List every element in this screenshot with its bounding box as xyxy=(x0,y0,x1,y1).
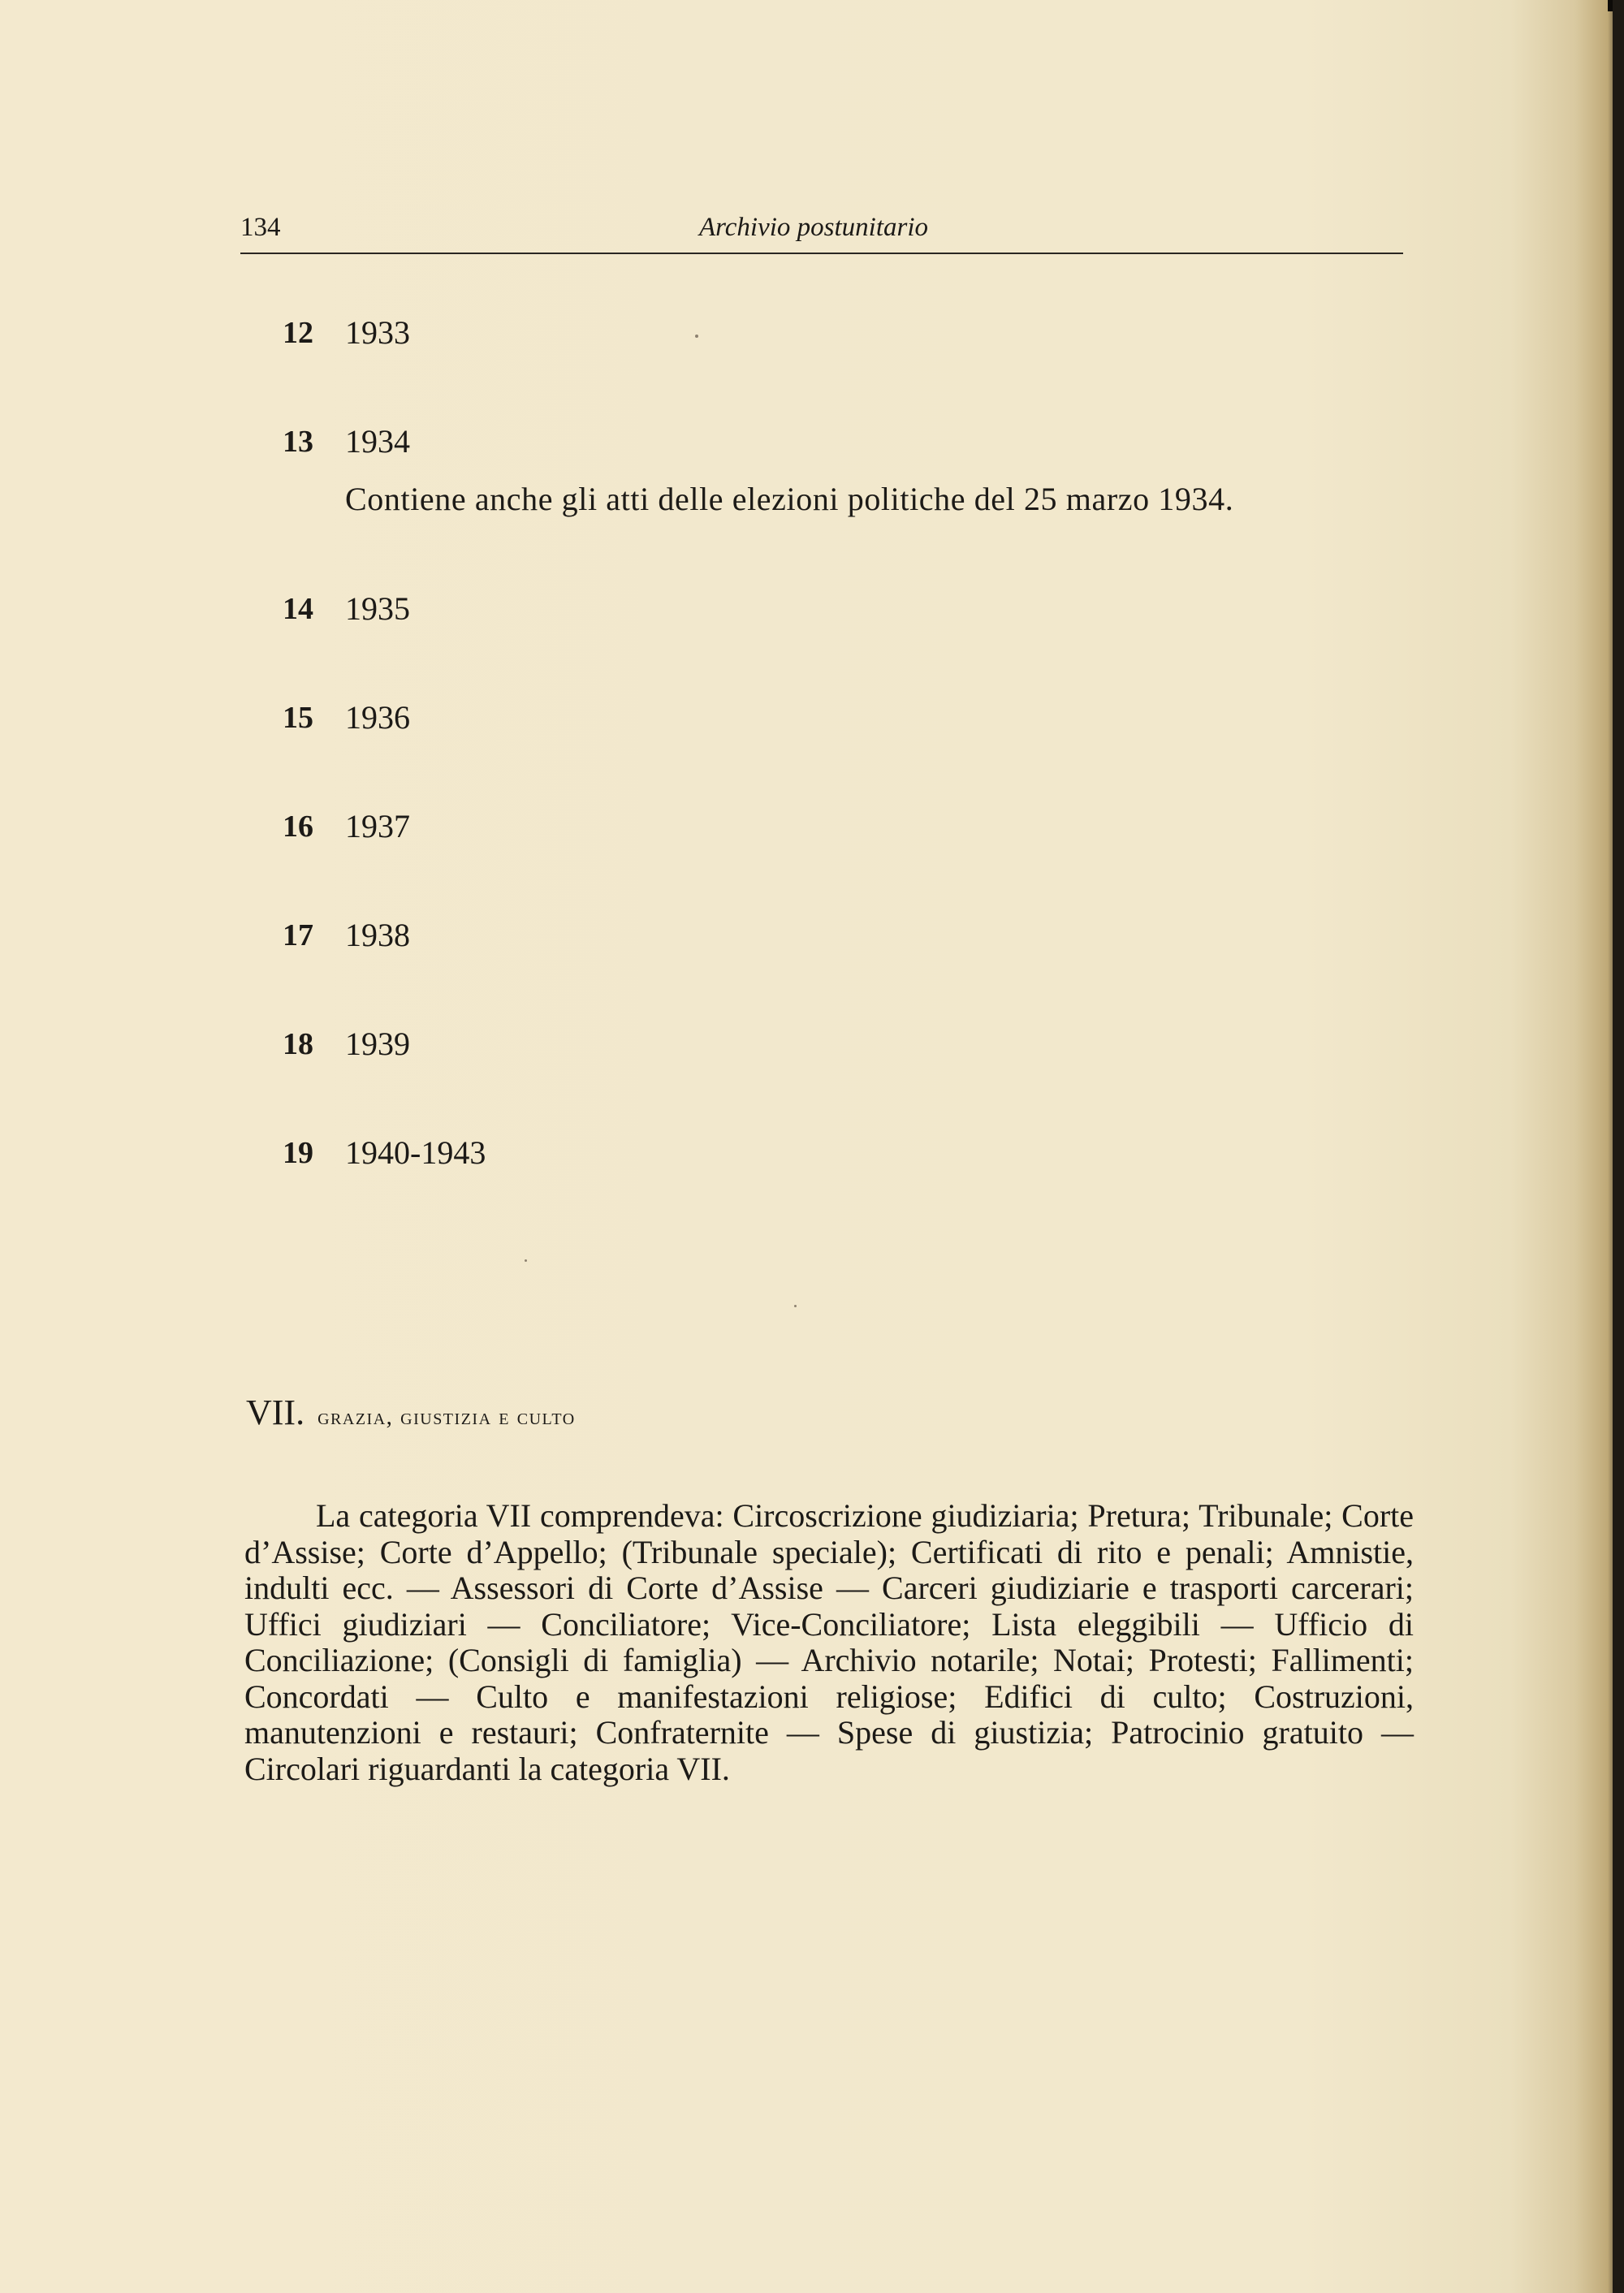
entry-number: 15 xyxy=(283,701,313,735)
entry-number: 18 xyxy=(283,1027,313,1061)
section-heading xyxy=(246,1392,576,1433)
paper-speck xyxy=(525,1259,527,1262)
entry-year: 1938 xyxy=(345,917,410,953)
entry-number: 13 xyxy=(283,425,313,459)
section-roman-numeral: VII. xyxy=(246,1393,305,1432)
entry-number: 19 xyxy=(283,1136,313,1170)
entry-year: 1937 xyxy=(345,808,410,844)
entry-number: 17 xyxy=(283,918,313,952)
entry-year: 1939 xyxy=(345,1026,410,1062)
entry-note: Contiene anche gli atti delle elezioni politiche del 25 marzo 1934. xyxy=(345,481,1234,517)
running-header xyxy=(240,213,1403,253)
header-rule xyxy=(240,253,1403,254)
entry-year: 1933 xyxy=(345,314,410,351)
paper-speck xyxy=(695,335,698,338)
page-number: 134 xyxy=(240,213,281,242)
book-spine-edge xyxy=(1613,0,1624,2293)
entry-year: 1934 xyxy=(345,423,410,460)
paper-speck xyxy=(794,1305,797,1307)
entry-year: 1935 xyxy=(345,590,410,627)
entry-number: 16 xyxy=(283,810,313,844)
section-title: grazia, giustizia e culto xyxy=(317,1404,576,1430)
entry-year: 1936 xyxy=(345,699,410,736)
entry-number: 14 xyxy=(283,592,313,626)
entry-year: 1940-1943 xyxy=(345,1134,486,1171)
running-title: Archivio postunitario xyxy=(699,213,929,242)
section-paragraph: La categoria VII comprendeva: Circoscrizione giudiziaria; Pretura; Tribunale; Corte d’Assise; Corte d’Appello; (Tribunale speciale); Certificati di rito e penali; Amnistie, indulti ecc. — Assessori di Corte d’Assise — Carceri giudiziarie e trasporti carcerari; Uffici giudiziari — Conciliatore; Vice-Conciliatore; Lista eleggibili — Ufficio di Conciliazione; (Consigli di famiglia) — Archivio notarile; Notai; Protesti; Fallimenti; Concordati — Culto e manifestazioni religiose; Edifici di culto; Costruzioni, manutenzioni e restauri; Confraternite — Spese di giustizia; Patrocinio gratuito — Circolari riguardanti la categoria VII. xyxy=(244,1497,1414,1787)
entry-number: 12 xyxy=(283,316,313,350)
